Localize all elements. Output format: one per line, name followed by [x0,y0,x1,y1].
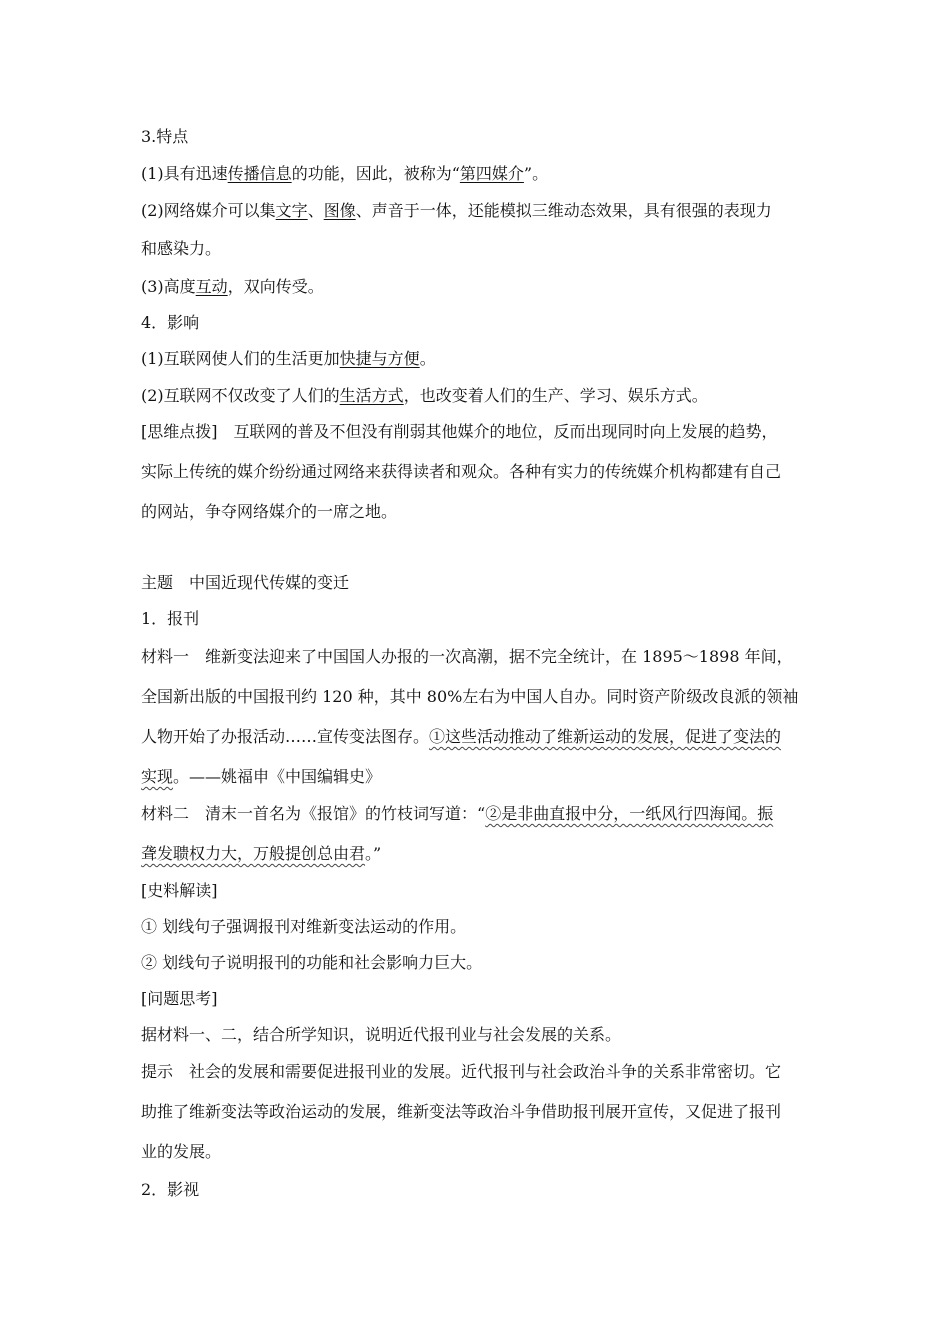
underlined-term: 图像 [323,201,356,220]
material-1-line-2: 全国新出版的中国报刊约 120 种，其中 80%左右为中国人自办。同时资产阶级改良派的领袖 [141,687,799,706]
thinking-tip-line-1: [思维点拨] 互联网的普及不但没有削弱其他媒介的地位，反而出现同时向上发展的趋势， [141,422,778,441]
wavy-underlined-sentence: 实现 [141,767,174,786]
hint-line-3: 业的发展。 [141,1142,222,1161]
wavy-underlined-sentence: ①这些活动推动了维新运动的发展，促进了变法的 [429,727,782,746]
feature-2-cont: 和感染力。 [141,239,222,258]
material-1-line-3: 人物开始了办报活动……宣传变法图存。①这些活动推动了维新运动的发展，促进了变法的 [141,727,782,746]
material-1-line-4: 实现。——姚福申《中国编辑史》 [141,767,382,786]
underlined-term: 互动 [195,277,228,296]
wavy-underlined-sentence: ②是非曲直报中分，一纸风行四海闻。振 [485,804,774,823]
hint-line-2: 助推了维新变法等政治运动的发展，维新变法等政治斗争借助报刊展开宣传，又促进了报刊 [141,1102,782,1121]
thinking-tip-line-2: 实际上传统的媒介纷纷通过网络来获得读者和观众。各种有实力的传统媒介机构都建有自己 [141,462,782,481]
wavy-underlined-sentence: 聋发聩权力大，万般提创总由君 [141,844,366,863]
thinking-tip-line-3: 的网站，争夺网络媒介的一席之地。 [141,502,398,521]
hint-line-1: 提示 社会的发展和需要促进报刊业的发展。近代报刊与社会政治斗争的关系非常密切。它 [141,1062,782,1081]
underlined-term: 快捷与方便 [339,349,420,368]
impact-2: (2)互联网不仅改变了人们的生活方式，也改变着人们的生产、学习、娱乐方式。 [141,386,708,405]
source-reading-1: ① 划线句子强调报刊对维新变法运动的作用。 [141,917,467,936]
feature-1: (1)具有迅速传播信息的功能，因此，被称为“第四媒介”。 [141,164,549,183]
feature-3: (3)高度互动，双向传受。 [141,277,324,296]
impact-1: (1)互联网使人们的生活更加快捷与方便。 [141,349,436,368]
question-heading: [问题思考] [141,989,218,1008]
underlined-term: 生活方式 [339,386,404,405]
underlined-term: 第四媒介 [459,164,524,183]
section-4-heading: 4．影响 [141,313,200,332]
question-text: 据材料一、二，结合所学知识，说明近代报刊业与社会发展的关系。 [141,1025,622,1044]
material-2-line-1: 材料二 清末一首名为《报馆》的竹枝词写道：“②是非曲直报中分，一纸风行四海闻。振 [141,804,774,823]
underlined-term: 文字 [275,201,308,220]
material-1-line-1: 材料一 维新变法迎来了中国国人办报的一次高潮，据不完全统计，在 1895～1898 年间， [141,647,793,666]
feature-2: (2)网络媒介可以集文字、图像、声音于一体，还能模拟三维动态效果，具有很强的表现力 [141,201,772,220]
topic-title: 主题 中国近现代传媒的变迁 [141,573,350,592]
source-reading-2: ② 划线句子说明报刊的功能和社会影响力巨大。 [141,953,483,972]
subsection-film-tv: 2．影视 [141,1180,200,1199]
source-reading-heading: [史料解读] [141,881,218,900]
material-2-line-2: 聋发聩权力大，万般提创总由君。” [141,844,382,863]
section-3-heading: 3.特点 [141,127,189,146]
underlined-term: 传播信息 [227,164,292,183]
subsection-newspapers: 1．报刊 [141,609,200,628]
